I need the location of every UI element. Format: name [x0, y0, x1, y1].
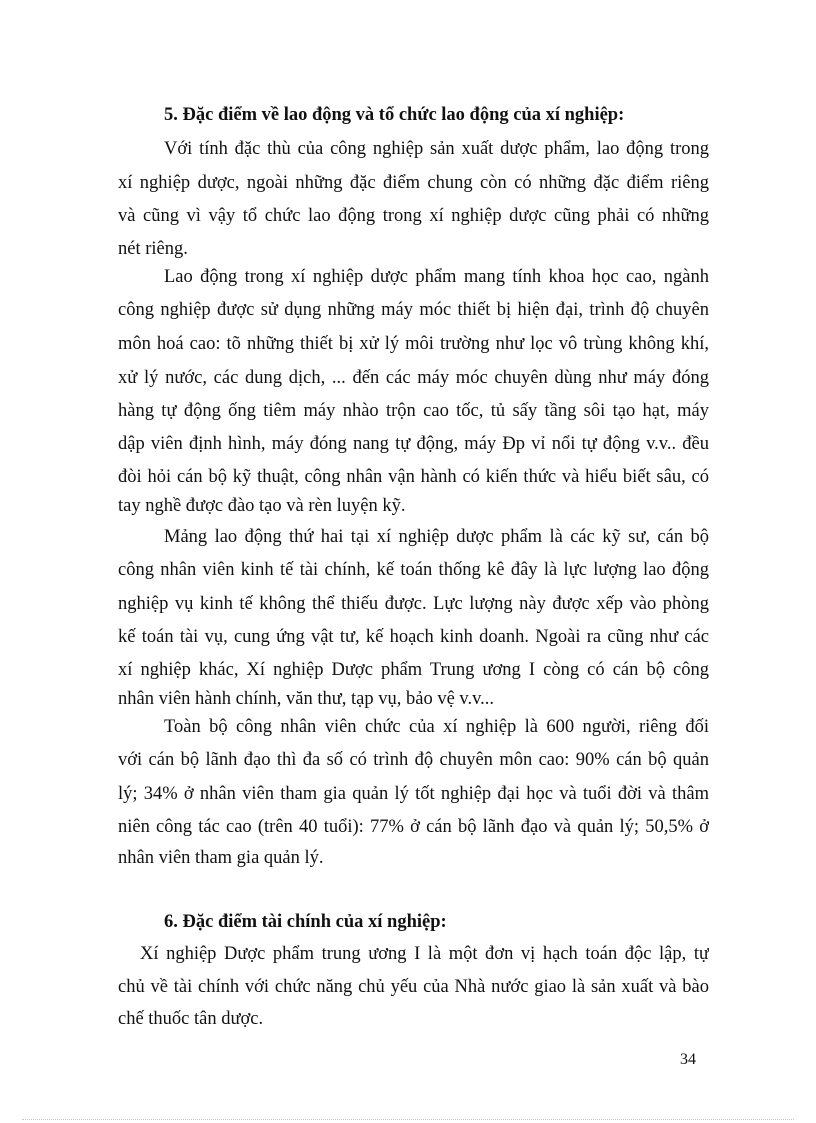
- para-3-line-1: Mảng lao động thứ hai tại xí nghiệp dược phẩm là các kỹ sư, cán bộ: [164, 527, 709, 547]
- para-4-line-1: Toàn bộ công nhân viên chức của xí nghiệp là 600 người, riêng đối: [164, 717, 709, 737]
- para-2-line-1: Lao động trong xí nghiệp dược phẩm mang tính khoa học cao, ngành: [164, 267, 709, 287]
- para-5-line-2: chủ về tài chính với chức năng chủ yếu của Nhà nước giao là sản xuất và bào: [118, 977, 709, 997]
- para-2-line-3: môn hoá cao: tõ những thiết bị xử lý môi trường như lọc vô trùng không khí,: [118, 334, 709, 354]
- section-heading-5: 5. Đặc điểm về lao động và tổ chức lao động của xí nghiệp:: [164, 105, 625, 125]
- page-number: 34: [680, 1051, 696, 1068]
- para-2-line-2: công nghiệp được sử dụng những máy móc thiết bị hiện đại, trình độ chuyên: [118, 300, 709, 320]
- para-4-line-4: niên công tác cao (trên 40 tuổi): 77% ở cán bộ lãnh đạo và quản lý; 50,5% ở: [118, 817, 709, 837]
- para-2-line-7: đòi hỏi cán bộ kỹ thuật, công nhân vận hành có kiến thức và hiểu biết sâu, có: [118, 467, 709, 487]
- para-5-line-1: Xí nghiệp Dược phẩm trung ương I là một đơn vị hạch toán độc lập, tự: [140, 944, 709, 964]
- para-4-line-5: nhân viên tham gia quản lý.: [118, 848, 324, 868]
- para-2-line-8: tay nghề được đào tạo và rèn luyện kỹ.: [118, 496, 406, 516]
- para-3-line-5: xí nghiệp khác, Xí nghiệp Dược phẩm Trung ương I còng có cán bộ công: [118, 660, 709, 680]
- para-1-line-4: nét riêng.: [118, 239, 188, 259]
- para-3-line-6: nhân viên hành chính, văn thư, tạp vụ, bảo vệ v.v...: [118, 689, 494, 709]
- section-heading-6: 6. Đặc điểm tài chính của xí nghiệp:: [164, 912, 447, 932]
- para-2-line-6: dập viên định hình, máy đóng nang tự động, máy Ðp vỉ nổi tự động v.v.. đều: [118, 434, 709, 454]
- para-3-line-4: kế toán tài vụ, cung ứng vật tư, kế hoạch kinh doanh. Ngoài ra cũng như các: [118, 627, 709, 647]
- page-bottom-divider: [22, 1119, 794, 1120]
- para-3-line-3: nghiệp vụ kinh tế không thể thiếu được. Lực lượng này được xếp vào phòng: [118, 594, 709, 614]
- para-1-line-2: xí nghiệp dược, ngoài những đặc điểm chung còn có những đặc điểm riêng: [118, 173, 709, 193]
- para-3-line-2: công nhân viên kinh tế tài chính, kế toán thống kê đây là lực lượng lao động: [118, 560, 709, 580]
- para-2-line-4: xử lý nước, các dung dịch, ... đến các máy móc chuyên dùng như máy đóng: [118, 368, 709, 388]
- para-5-line-3: chế thuốc tân dược.: [118, 1009, 264, 1029]
- para-4-line-2: với cán bộ lãnh đạo thì đa số có trình độ chuyên môn cao: 90% cán bộ quản: [118, 750, 709, 770]
- para-2-line-5: hàng tự động ống tiêm máy nhào trộn cao tốc, tủ sấy tầng sôi tạo hạt, máy: [118, 401, 709, 421]
- para-1-line-3: và cũng vì vậy tổ chức lao động trong xí nghiệp dược cũng phải có những: [118, 206, 709, 226]
- para-1-line-1: Với tính đặc thù của công nghiệp sản xuất dược phẩm, lao động trong: [164, 139, 709, 159]
- para-4-line-3: lý; 34% ở nhân viên tham gia quản lý tốt nghiệp đại học và tuổi đời và thâm: [118, 784, 709, 804]
